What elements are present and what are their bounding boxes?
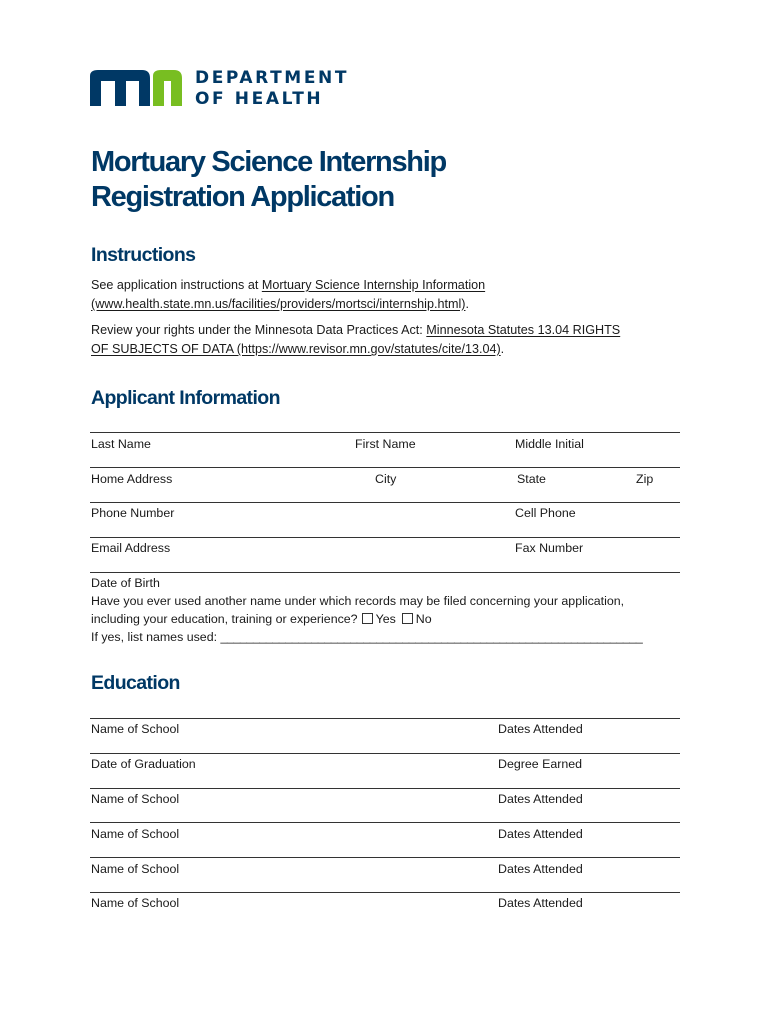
logo-of-health: OF HEALTH xyxy=(195,89,324,109)
last-name-field[interactable]: Last Name xyxy=(91,437,151,451)
field-rule xyxy=(90,718,680,719)
no-checkbox[interactable] xyxy=(402,613,413,624)
field-rule xyxy=(90,572,680,573)
statutes-url-link[interactable]: OF SUBJECTS OF DATA (https://www.revisor.mn.gov/statutes/cite/13.04) xyxy=(91,342,501,356)
dates-attended-field[interactable]: Dates Attended xyxy=(498,896,583,910)
field-rule xyxy=(90,502,680,503)
other-name-question-line2 xyxy=(91,613,432,625)
instructions-p2-line1 xyxy=(91,324,620,337)
internship-info-link[interactable]: Mortuary Science Internship Information xyxy=(261,278,486,292)
applicant-heading: Applicant Information xyxy=(91,387,280,409)
dates-attended-field[interactable]: Dates Attended xyxy=(498,827,583,841)
school-name-field[interactable]: Name of School xyxy=(91,722,180,736)
education-heading: Education xyxy=(91,672,180,694)
field-rule xyxy=(90,857,680,858)
city-field[interactable]: City xyxy=(375,472,397,486)
field-rule xyxy=(90,432,680,433)
internship-info-url-link[interactable]: (www.health.state.mn.us/facilities/providers/mortsci/internship.html) xyxy=(91,297,466,311)
zip-field[interactable]: Zip xyxy=(636,472,654,486)
list-names-label: If yes, list names used: xyxy=(91,630,218,644)
instructions-p2-line2 xyxy=(91,343,504,356)
date-of-graduation-field[interactable]: Date of Graduation xyxy=(91,757,196,771)
no-label: No xyxy=(415,612,432,626)
other-name-question-text: including your education, training or experience? xyxy=(91,612,358,626)
dates-attended-field[interactable]: Dates Attended xyxy=(498,722,583,736)
phone-number-field[interactable]: Phone Number xyxy=(91,506,175,520)
logo-m-mark xyxy=(90,70,150,106)
statutes-link[interactable]: Minnesota Statutes 13.04 RIGHTS xyxy=(426,323,621,337)
degree-earned-field[interactable]: Degree Earned xyxy=(498,757,583,771)
page-title-line2: Registration Application xyxy=(91,181,394,213)
school-name-field[interactable]: Name of School xyxy=(91,827,180,841)
instructions-p2-suffix: . xyxy=(500,342,505,356)
school-name-field[interactable]: Name of School xyxy=(91,792,180,806)
instructions-p2-prefix: Review your rights under the Minnesota Data Practices Act: xyxy=(91,323,427,337)
dates-attended-field[interactable]: Dates Attended xyxy=(498,862,583,876)
instructions-p1-prefix: See application instructions at xyxy=(91,278,262,292)
instructions-p1-suffix: . xyxy=(465,297,469,311)
first-name-field[interactable]: First Name xyxy=(355,437,416,451)
logo-department: DEPARTMENT xyxy=(195,68,350,88)
field-rule xyxy=(90,537,680,538)
yes-label: Yes xyxy=(375,612,396,626)
list-names-input[interactable]: _________________________________________________________________ xyxy=(220,630,643,644)
list-names-line xyxy=(91,631,642,643)
field-rule xyxy=(90,467,680,468)
logo-n-mark xyxy=(153,70,182,106)
state-field[interactable]: State xyxy=(517,472,546,486)
school-name-field[interactable]: Name of School xyxy=(91,896,180,910)
yes-checkbox[interactable] xyxy=(362,613,373,624)
instructions-heading: Instructions xyxy=(91,244,196,266)
page-title-line1: Mortuary Science Internship xyxy=(91,146,446,178)
field-rule xyxy=(90,753,680,754)
dates-attended-field[interactable]: Dates Attended xyxy=(498,792,583,806)
field-rule xyxy=(90,788,680,789)
field-rule xyxy=(90,892,680,893)
school-name-field[interactable]: Name of School xyxy=(91,862,180,876)
instructions-p1-line2 xyxy=(91,298,469,311)
email-address-field[interactable]: Email Address xyxy=(91,541,171,555)
instructions-p1-line1 xyxy=(91,279,485,292)
middle-initial-field[interactable]: Middle Initial xyxy=(515,437,584,451)
other-name-question-line1: Have you ever used another name under which records may be filed concerning your application, xyxy=(91,594,625,608)
home-address-field[interactable]: Home Address xyxy=(91,472,173,486)
field-rule xyxy=(90,822,680,823)
cell-phone-field[interactable]: Cell Phone xyxy=(515,506,576,520)
date-of-birth-field[interactable]: Date of Birth xyxy=(91,576,160,590)
fax-number-field[interactable]: Fax Number xyxy=(515,541,584,555)
